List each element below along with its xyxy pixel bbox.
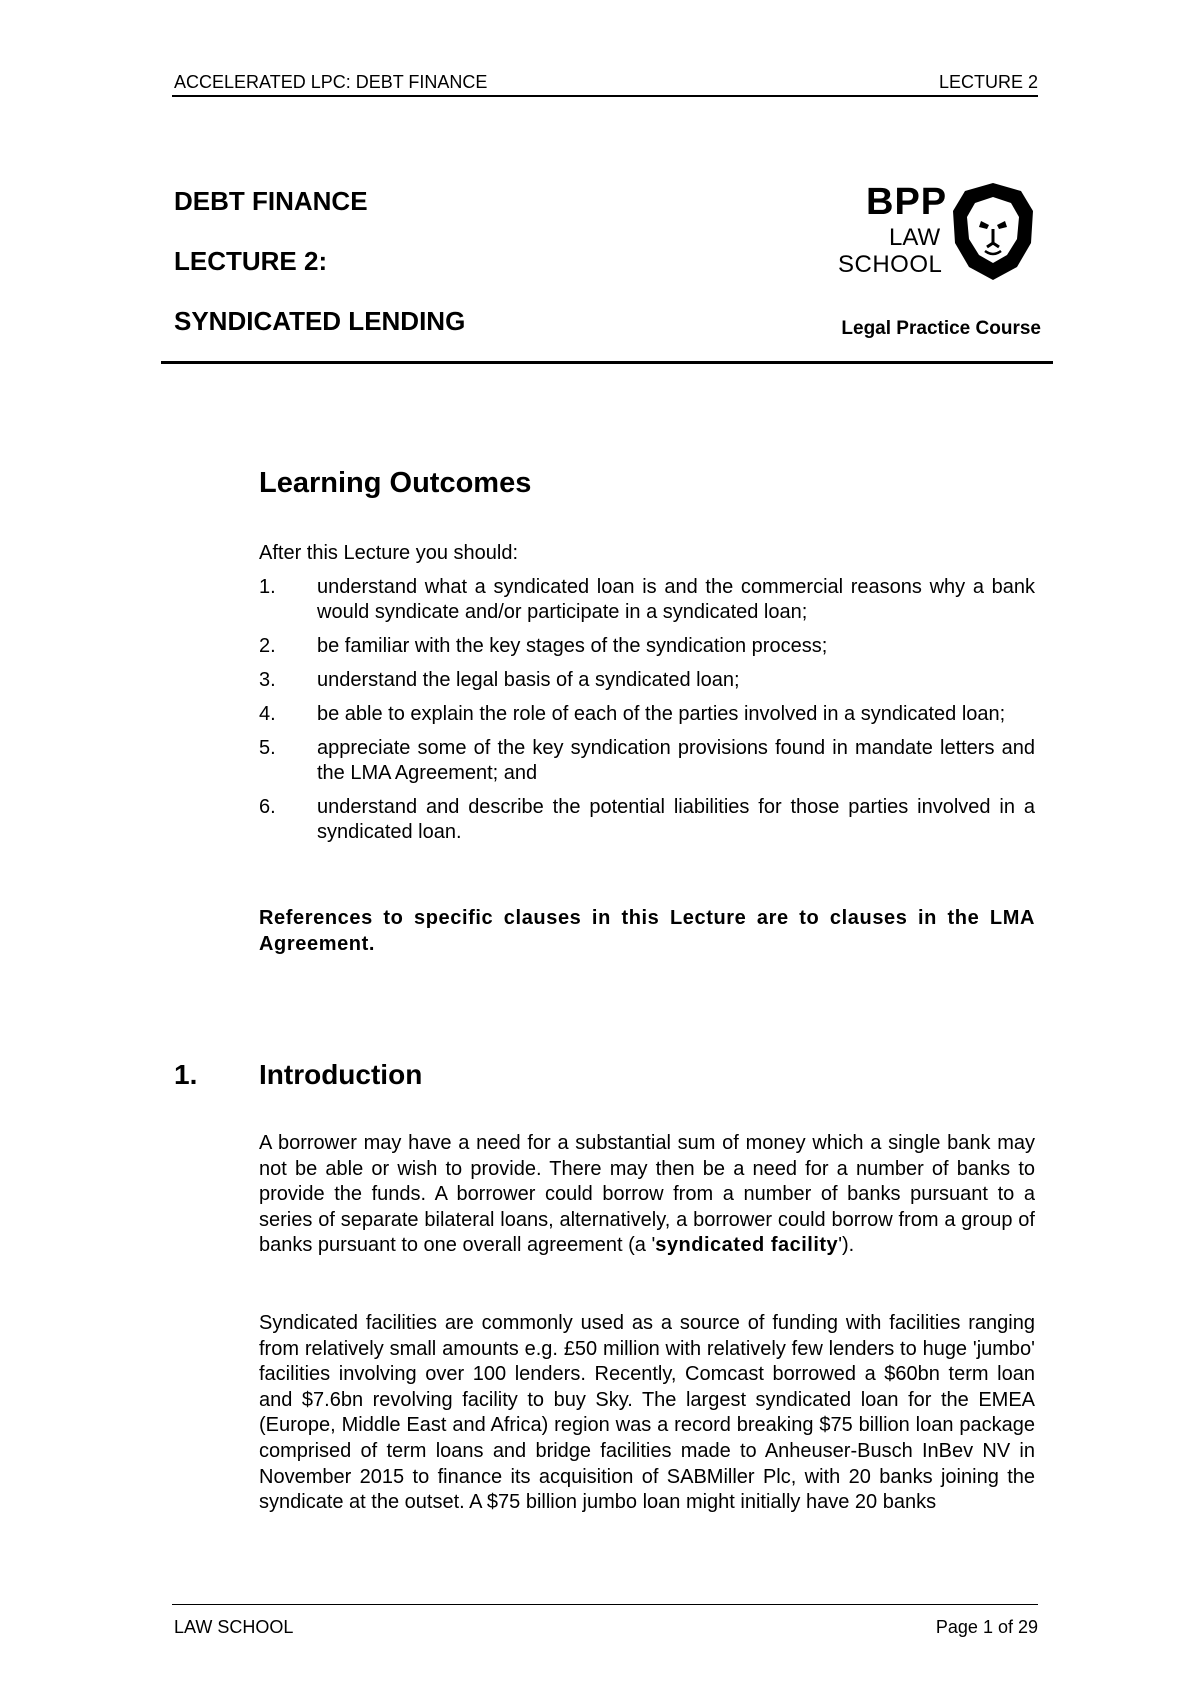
list-item-text: appreciate some of the key syndication provisions found in mandate letters and the LMA Agreement; and xyxy=(317,737,1035,784)
title-line-1: DEBT FINANCE xyxy=(174,186,368,216)
running-header xyxy=(174,72,1038,94)
list-item xyxy=(259,575,1035,625)
learning-outcomes-heading: Learning Outcomes xyxy=(259,467,532,499)
clause-reference-note: References to specific clauses in this Lecture are to clauses in the LMA Agreement. xyxy=(259,907,1035,955)
learning-outcomes-intro: After this Lecture you should: xyxy=(259,542,519,564)
list-item xyxy=(259,702,1035,727)
lion-head-icon xyxy=(951,181,1035,282)
defined-term: syndicated facility xyxy=(655,1234,839,1257)
paragraph-1 xyxy=(259,1131,1035,1259)
logo-word-school: SCHOOL xyxy=(838,251,943,278)
list-item-number: 3. xyxy=(259,669,276,691)
header-rule xyxy=(172,95,1038,97)
header-course-title: ACCELERATED LPC: DEBT FINANCE xyxy=(174,72,488,92)
section-number: 1. xyxy=(174,1059,198,1090)
footer-rule xyxy=(172,1604,1038,1605)
list-item-number: 5. xyxy=(259,737,276,759)
page-number: Page 1 of 29 xyxy=(935,1617,1038,1637)
list-item-text: be familiar with the key stages of the syndication process; xyxy=(317,635,828,657)
course-label: Legal Practice Course xyxy=(841,318,1041,339)
footer-school: LAW SCHOOL xyxy=(174,1617,294,1637)
list-item-number: 6. xyxy=(259,796,276,818)
list-item-text: be able to explain the role of each of the parties involved in a syndicated loan; xyxy=(317,703,1006,725)
learning-outcomes-list xyxy=(259,575,1035,854)
list-item xyxy=(259,795,1035,845)
list-item-text: understand what a syndicated loan is and the commercial reasons why a bank would syndicate and/or participate in a syndicated loan; xyxy=(317,576,1035,623)
bpp-law-school-logo xyxy=(838,181,1038,281)
page-footer xyxy=(174,1617,1038,1639)
header-lecture-number: LECTURE 2 xyxy=(938,72,1038,92)
section-title: Introduction xyxy=(259,1059,423,1090)
list-item-number: 4. xyxy=(259,703,276,725)
list-item-number: 2. xyxy=(259,635,276,657)
logo-word-law: LAW xyxy=(889,224,941,251)
list-item xyxy=(259,634,1035,659)
title-line-3: SYNDICATED LENDING xyxy=(174,306,466,336)
list-item xyxy=(259,736,1035,786)
list-item-text: understand and describe the potential liabilities for those parties involved in a syndicated loan. xyxy=(317,796,1035,843)
list-item-number: 1. xyxy=(259,576,276,598)
list-item-text: understand the legal basis of a syndicated loan; xyxy=(317,669,740,691)
logo-word-bpp: BPP xyxy=(866,181,948,223)
list-item xyxy=(259,668,1035,693)
title-line-2: LECTURE 2: xyxy=(174,246,328,276)
paragraph-1-end: '). xyxy=(838,1234,855,1257)
paragraph-1-text: A borrower may have a need for a substantial sum of money which a single bank may not be able or wish to provide. There may then be a need for a number of banks to provide the funds. A borrower could borrow from a number of banks pursuant to a series of separate bilateral loans, alternatively, a borrower could borrow from a group of banks pursuant to one overall agreement (a ' xyxy=(259,1132,1035,1257)
paragraph-2: Syndicated facilities are commonly used as a source of funding with facilities ranging from relatively small amounts e.g. £50 million with relatively few lenders to huge 'jumbo' facilities involving over 100 lenders. Recently, Comcast borrowed a $60bn term loan and $7.6bn revolving facility to buy Sky. The largest syndicated loan for the EMEA (Europe, Middle East and Africa) region was a record breaking $75 billion loan package comprised of term loans and bridge facilities made to Anheuser-Busch InBev NV in November 2015 to finance its acquisition of SABMiller Plc, with 20 banks joining the syndicate at the outset. A $75 billion jumbo loan might initially have 20 banks xyxy=(259,1312,1035,1514)
title-rule xyxy=(161,361,1053,364)
